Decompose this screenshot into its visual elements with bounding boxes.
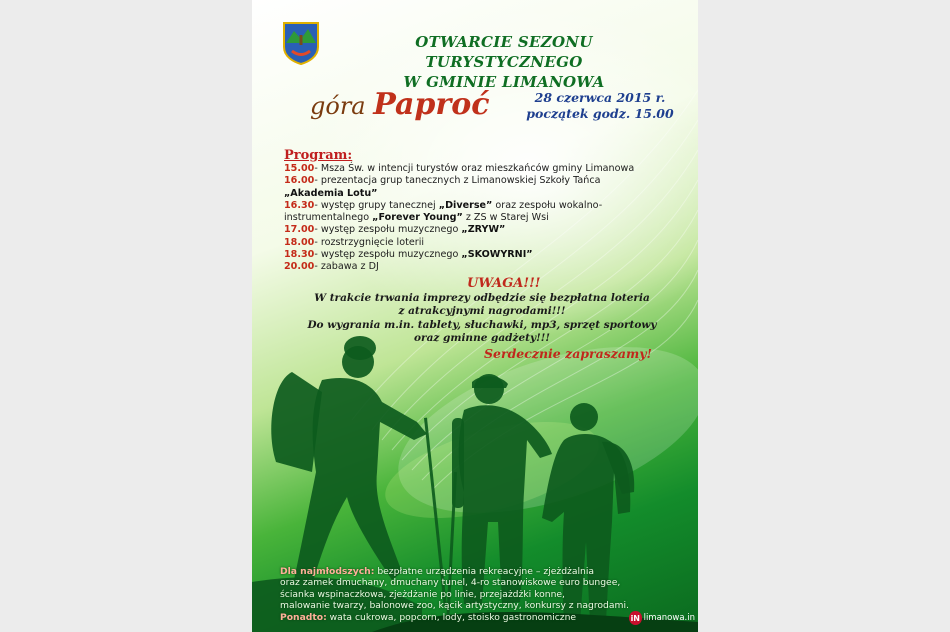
footer-line: ścianka wspinaczkowa, zjeżdżanie po linie, przejażdżki konne,	[280, 588, 565, 600]
title-line-1: OTWARCIE SEZONU TURYSTYCZNEGO	[415, 33, 593, 71]
program-item: 18.00- rozstrzygnięcie loterii	[284, 236, 425, 248]
poster-title	[334, 32, 674, 92]
note-line: z atrakcyjnymi nagrodami!!!	[398, 305, 566, 318]
place-prefix: góra	[310, 92, 366, 120]
limanowa-logo-icon: iN	[629, 611, 642, 625]
event-place	[310, 87, 490, 122]
program-item: 16.00- prezentacja grup tanecznych z Limanowskiej Szkoły Tańca	[284, 175, 601, 187]
program-heading: Program:	[284, 148, 353, 163]
footer-line: oraz zamek dmuchany, dmuchany tunel, 4-ro stanowiskowe euro bungee,	[280, 577, 621, 589]
event-poster	[252, 0, 698, 632]
program-list	[284, 163, 694, 274]
program-item: 16.30- występ grupy tanecznej „Diverse” oraz zespołu wokalno-	[284, 199, 603, 211]
date-line-1: 28 czerwca 2015 r.	[534, 90, 666, 105]
program-item: 17.00- występ zespołu muzycznego „ZRYW”	[284, 224, 506, 236]
program-item: 18.30- występ zespołu muzycznego „SKOWYRNI”	[284, 249, 533, 261]
watermark-text: limanowa.in	[643, 613, 695, 623]
program-item: instrumentalnego „Forever Young” z ZS w Starej Wsi	[284, 212, 549, 224]
footer-label-more: Ponadto:	[280, 611, 327, 623]
warning-heading: UWAGA!!!	[467, 276, 541, 291]
title-line-2: W GMINIE LIMANOWA	[403, 73, 605, 91]
date-line-2: początek godz. 15.00	[526, 106, 674, 121]
invitation-text: Serdecznie zapraszamy!	[484, 346, 652, 361]
note-line: W trakcie trwania imprezy odbędzie się bezpłatna loteria	[314, 292, 650, 304]
coat-of-arms-icon	[282, 21, 320, 65]
program-item: 20.00- zabawa z DJ	[284, 261, 379, 273]
site-watermark	[629, 610, 695, 626]
footer-line: malowanie twarzy, balonowe zoo, kącik artystyczny, konkursy z nagrodami.	[280, 600, 629, 612]
note-line: Do wygrania m.in. tablety, słuchawki, mp3, sprzęt sportowy	[307, 318, 657, 331]
program-item: „Akademia Lotu”	[284, 187, 378, 199]
footer-line: Dla najmłodszych: bezpłatne urządzenia rekreacyjne – zjeżdżalnia	[280, 566, 595, 577]
footer-line: Ponadto: wata cukrowa, popcorn, lody, stoisko gastronomiczne	[280, 611, 577, 623]
event-date	[515, 90, 685, 122]
note-line: oraz gminne gadżety!!!	[414, 331, 550, 344]
program-item: 15.00- Msza Św. w intencji turystów oraz mieszkańców gminy Limanowa	[284, 163, 635, 174]
footer-label-kids: Dla najmłodszych:	[280, 566, 375, 577]
place-name: Paproć	[373, 87, 490, 122]
